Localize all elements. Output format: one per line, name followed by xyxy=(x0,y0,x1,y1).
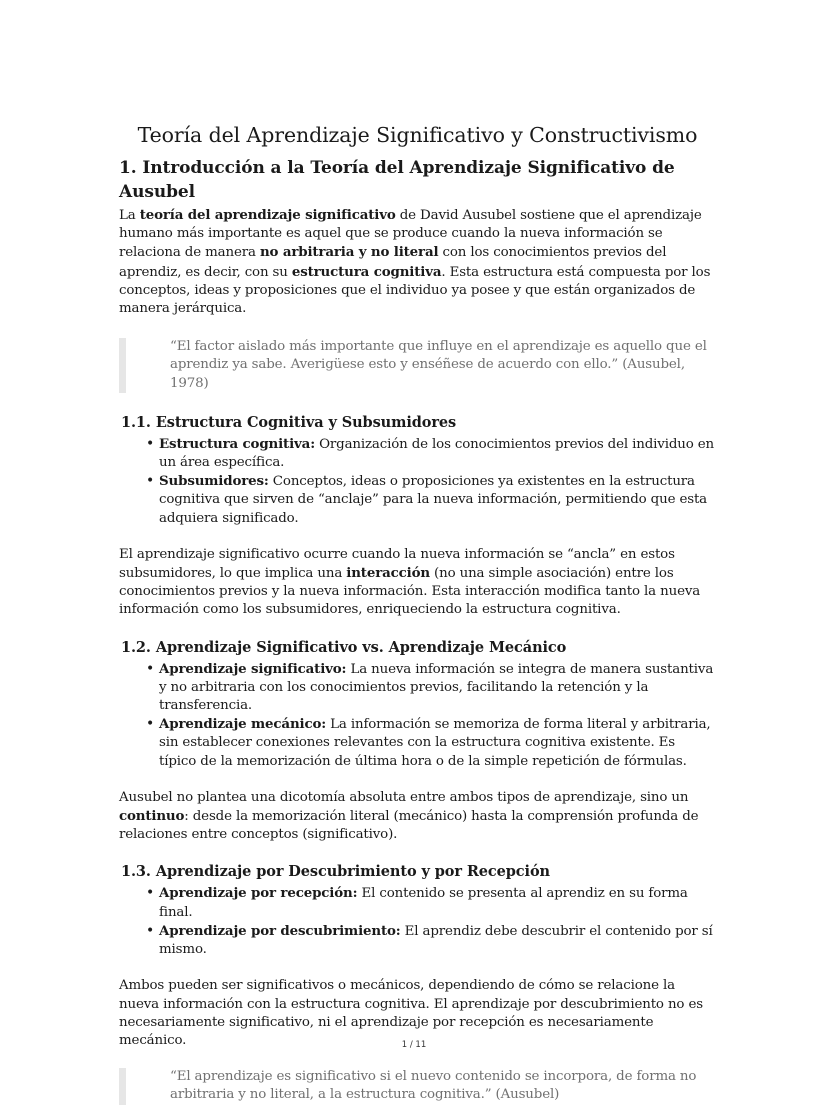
list-item: • Subsumidores: Conceptos, ideas o proposiciones ya existentes en la estructura cognitiva que sirven de “anclaje” para la nueva información, permitiendo que esta adquiera significado. xyxy=(159,472,716,528)
section-1-2-heading: 1.2. Aprendizaje Significativo vs. Aprendizaje Mecánico xyxy=(121,638,567,656)
section-1-3-heading: 1.3. Aprendizaje por Descubrimiento y por Recepción xyxy=(121,863,550,881)
page-number: 1 / 11 xyxy=(401,1040,427,1050)
section-1-1-paragraph: El aprendizaje significativo ocurre cuando la nueva información se “ancla” en estos subsumidores, lo que implica una interacción (no una simple asociación) entre los conocimientos previos y la nueva información. Esta interacción modifica tanto la nueva información como los subsumidores, enriqueciendo la estructura cognitiva. xyxy=(119,546,701,618)
section-1-3-list xyxy=(119,884,716,959)
section-1-3-paragraph: Ambos pueden ser significativos o mecánicos, dependiendo de cómo se relacione la nueva información con la estructura cognitiva. El aprendizaje por descubrimiento no es necesariamente significativo, ni el aprendizaje por recepción es necesariamente mecánico. xyxy=(119,978,703,1048)
section-1-2-paragraph: Ausubel no plantea una dicotomía absoluta entre ambos tipos de aprendizaje, sino un continuo: desde la memorización literal (mecánico) hasta la comprensión profunda de relaciones entre conceptos (significativo). xyxy=(119,789,699,843)
list-item: • Aprendizaje significativo: La nueva información se integra de manera sustantiva y no arbitraria con los conocimientos previos, facilitando la retención y la transferencia. xyxy=(159,660,716,716)
list-item: • Aprendizaje por descubrimiento: El aprendiz debe descubrir el contenido por sí mismo. xyxy=(159,922,716,959)
section-1-1-list xyxy=(119,435,716,528)
ausubel-quote-2: “El aprendizaje es significativo si el nuevo contenido se incorpora, de forma no arbitraria y no literal, a la estructura cognitiva.” (Ausubel) xyxy=(119,1068,716,1104)
ausubel-quote-1: “El factor aislado más importante que influye en el aprendizaje es aquello que el aprendiz ya sabe. Averigüese esto y enséñese de acuerdo con ello.” (Ausubel, 1978) xyxy=(119,338,716,393)
section-1-1-heading: 1.1. Estructura Cognitiva y Subsumidores xyxy=(121,413,457,431)
list-item: • Aprendizaje por recepción: El contenido se presenta al aprendiz en su forma final. xyxy=(159,884,716,921)
section-1-heading: 1. Introducción a la Teoría del Aprendizaje Significativo de Ausubel xyxy=(119,158,675,202)
section-1-intro: La teoría del aprendizaje significativo de David Ausubel sostiene que el aprendizaje humano más importante es aquel que se produce cuando la nueva información se relaciona de manera no arbitraria y no literal con los conocimientos previos del aprendiz, es decir, con su estructura cognitiva. Esta estructura está compuesta por los conceptos, ideas y proposiciones que el individuo ya posee y que están organizados de manera jerárquica. xyxy=(119,207,711,317)
list-item: • Aprendizaje mecánico: La información se memoriza de forma literal y arbitraria, sin establecer conexiones relevantes con la estructura cognitiva existente. Es típico de la memorización de última hora o de la simple repetición de fórmulas. xyxy=(159,715,716,771)
list-item: • Estructura cognitiva: Organización de los conocimientos previos del individuo en un área específica. xyxy=(159,435,716,472)
document-title: Teoría del Aprendizaje Significativo y Constructivismo xyxy=(137,123,698,147)
section-1-2-list xyxy=(119,660,716,771)
